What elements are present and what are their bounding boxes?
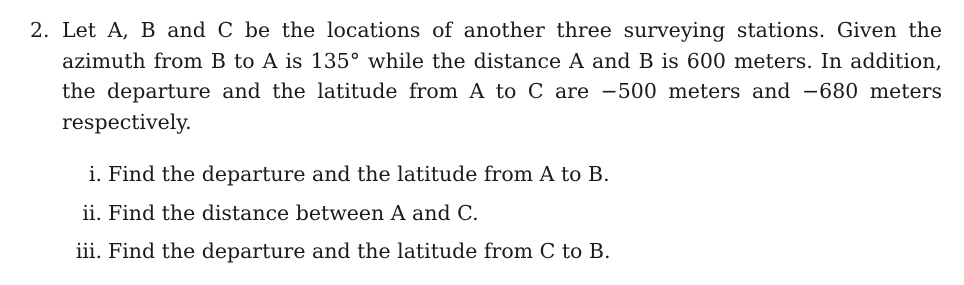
sub-question-text: Find the distance between A and C.	[108, 200, 479, 225]
sub-question-list	[30, 155, 942, 271]
sub-question-numeral: iii.	[75, 239, 102, 263]
sub-question-text: Find the departure and the latitude from A to B.	[108, 162, 610, 186]
problem-statement-block	[30, 15, 942, 137]
sub-question-ii	[30, 194, 942, 233]
problem-2	[30, 15, 942, 271]
sub-question-iii	[30, 232, 942, 271]
sub-question-i	[30, 155, 942, 194]
problem-statement: Let A, B and C be the locations of another three surveying stations. Given the azimuth from B to A is 135° while the distance A and B is 600 meters. In addition, the departure and the latitude from A to C are −500 meters and −680 meters respectively.	[62, 18, 942, 134]
problem-number: 2.	[30, 18, 50, 42]
sub-question-text: Find the departure and the latitude from C to B.	[108, 239, 611, 263]
sub-question-numeral: i.	[88, 162, 102, 186]
sub-question-numeral: ii.	[82, 200, 102, 225]
